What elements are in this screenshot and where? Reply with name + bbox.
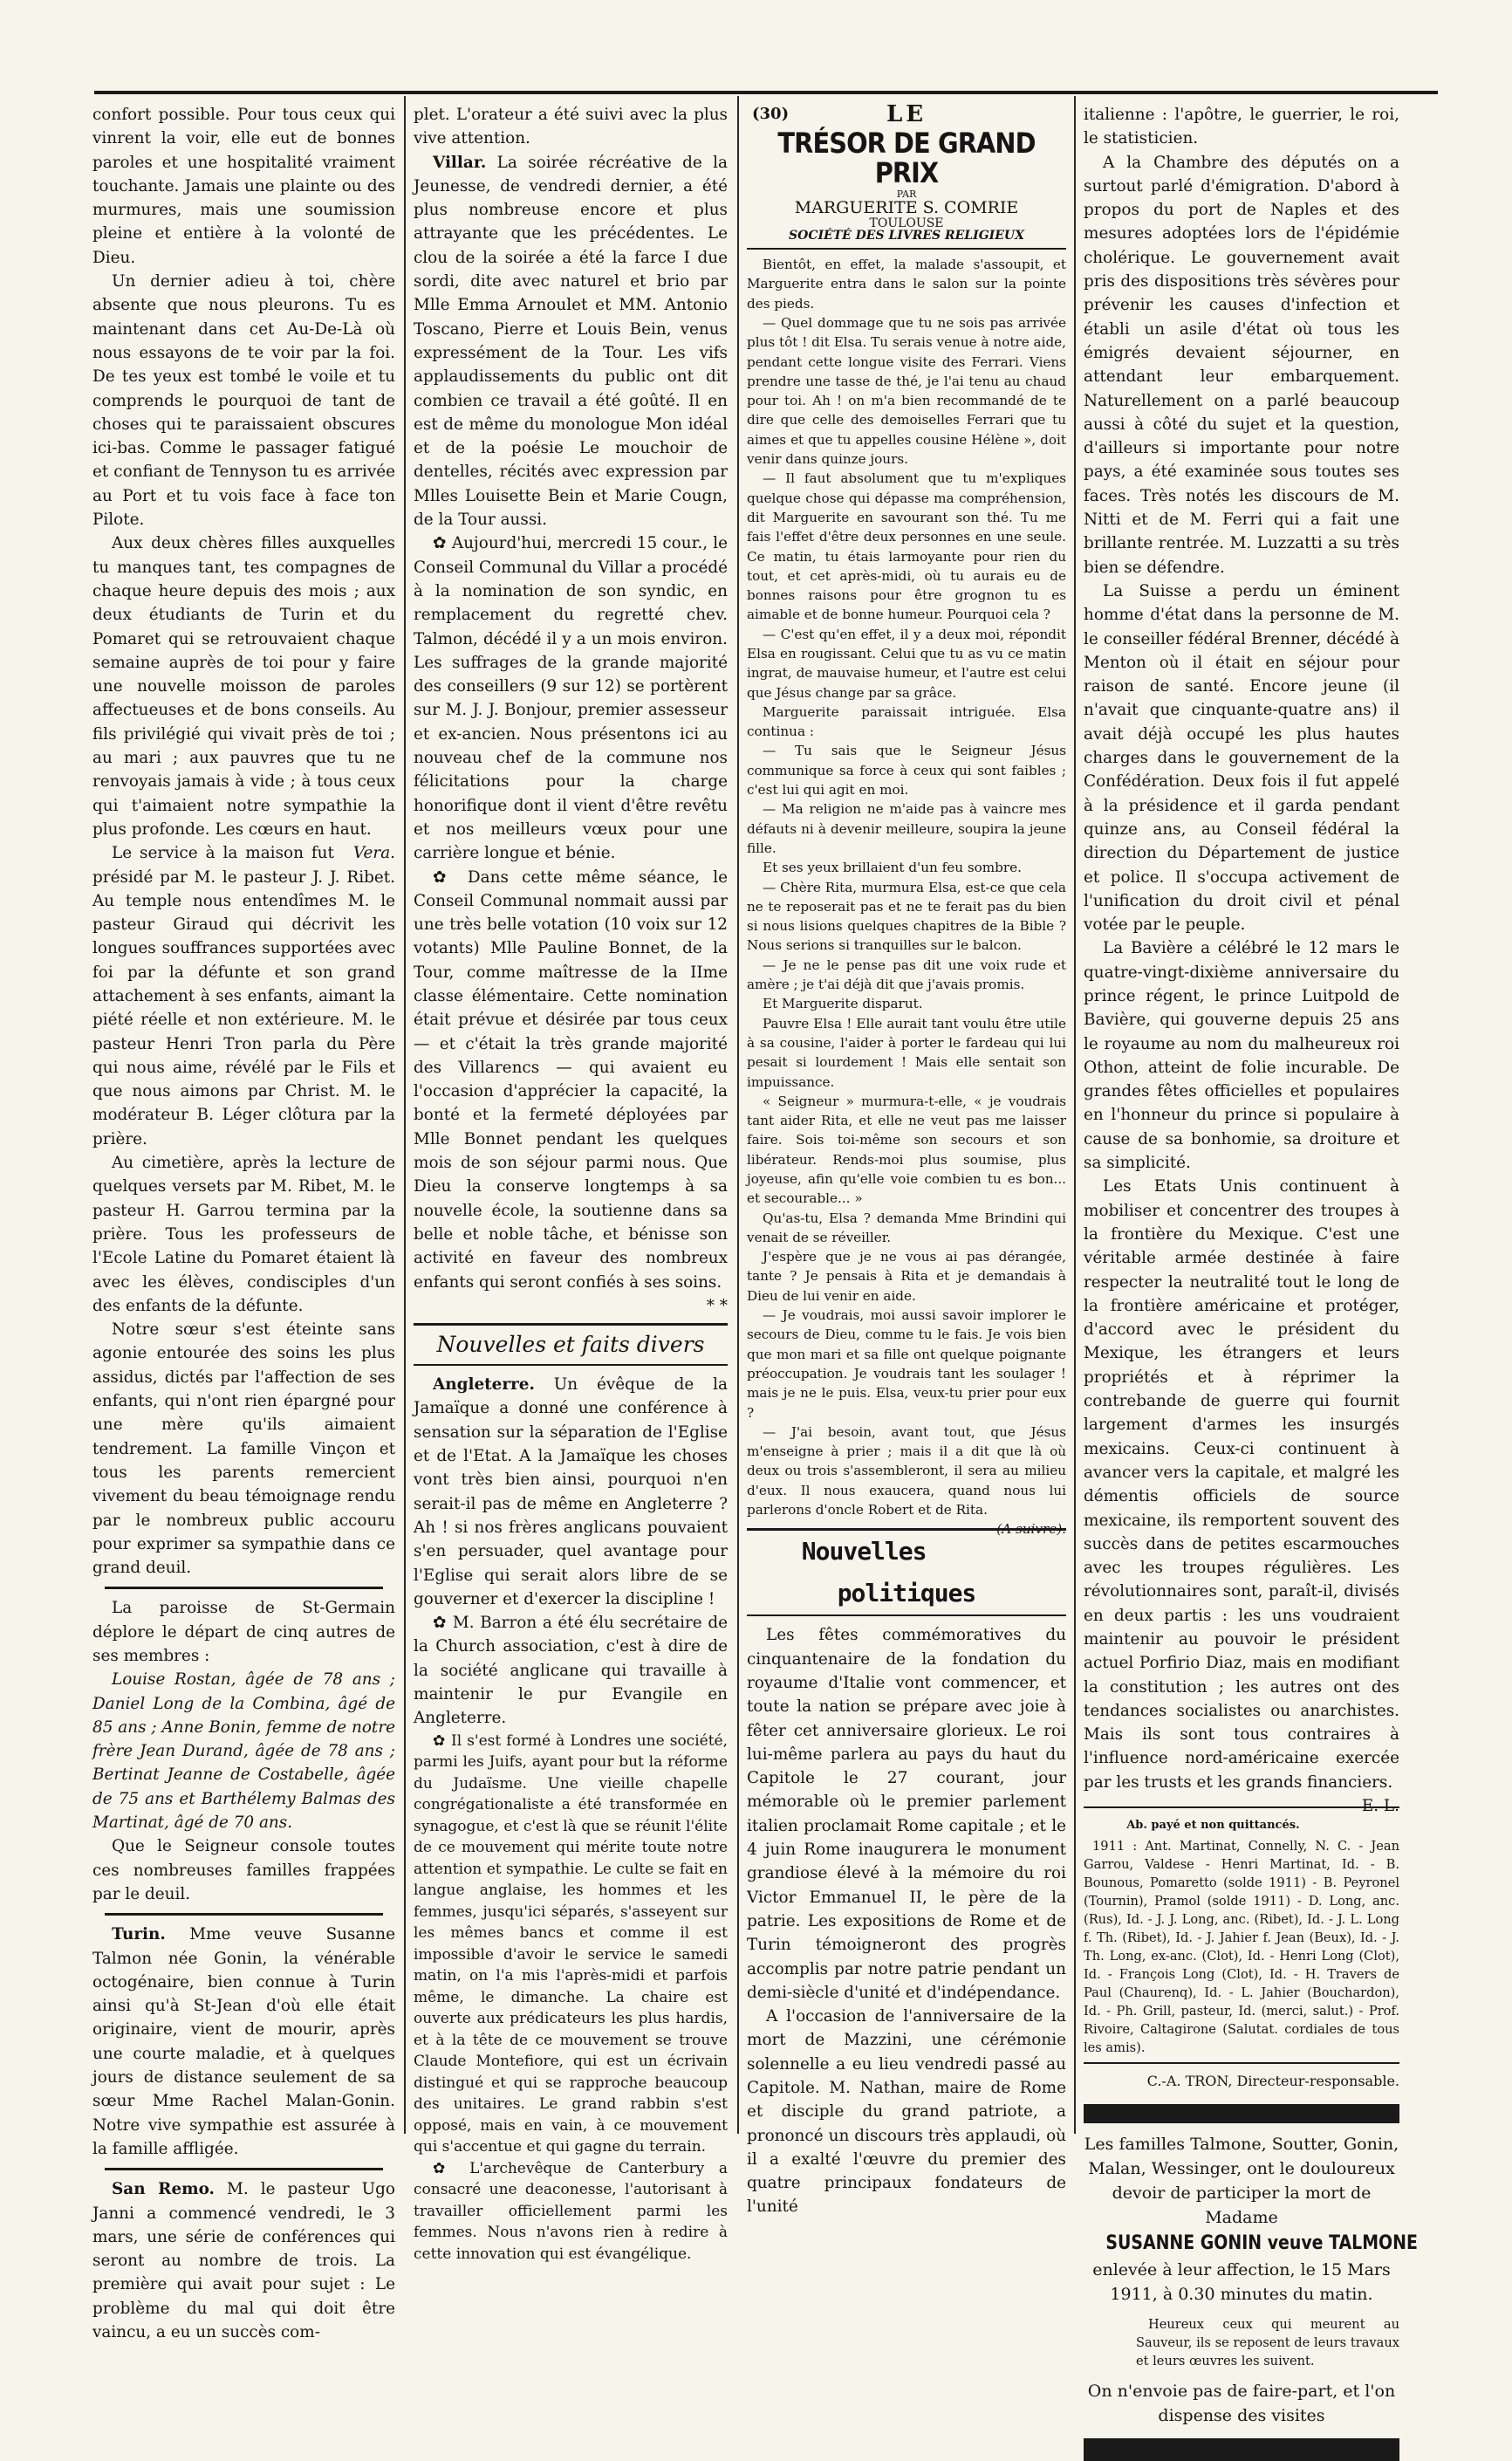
column-divider [1074, 96, 1076, 2134]
place-heading: Angleterre. [433, 1375, 535, 1395]
paragraph: J'espère que je ne vous ai pas dérangée, tante ? Je pensais à Rita et je demandais à Dieu de lui venir en aide. [747, 1249, 1066, 1304]
to-be-continued: (A suivre). [996, 1521, 1066, 1538]
flower-ornament-icon: ✿ [433, 1614, 448, 1633]
paragraph: — Il faut absolument que tu m'expliques quelque chose qui dépasse ma compréhension, dit Marguerite en savourant son thé. Tu me fais l'effet d'être deux personnes en une seule. Ce matin, tu étais larmoyante pour rien du tout, et cet après-midi, où tu aurais eu de bonnes raisons pour être grognon tu es aimable et de bonne humeur. Pourquoi cela ? [747, 470, 1066, 623]
paragraph: ✿ Il s'est formé à Londres une société, parmi les Juifs, ayant pour but la réforme du Judaïsme. Une vieille chapelle congrégationaliste a été transformée en synagogue, et c'est là que se réunit l'élite de ce mouvement qui mérite toute notre attention et sympathie. Le culte se fait en langue anglaise, les hommes et les femmes, jusqu'ici séparés, s'asseyent sur les mêmes bancs et comme il est impossible d'avoir le service le samedi matin, on l'a mis l'après-midi et parfois même, le dimanche. La chaire est ouverte aux prédicateurs les plus hardis, et à la tête de ce mouvement se trouve Claude Montefiore, qui est un écrivain distingué et qui se rapproche beaucoup des unitaires. Le grand rabbin s'est opposé, mais en vain, à ce mouvement qui s'accentue et qui gagne du terrain. [414, 1731, 729, 2156]
death-notice-footer: On n'envoie pas de faire-part, et l'on dispense des visites [1087, 2381, 1396, 2425]
paragraph: ✿ Aujourd'hui, mercredi 15 cour., le Conseil Communal du Villar a procédé à la nomination de son syndic, en remplacement du regretté chev. Talmon, décédé il y a un mois environ. Les suffrages de la grande majorité des conseillers (9 sur 12) se portèrent sur M. J. J. Bonjour, premier assesseur et ex-ancien. Nous présentons ici au nouveau chef de la commune nos félicitations pour la charge honorifique dont il vient d'être revêtu et nos meilleurs vœux pour une carrière longue et bénie. [414, 534, 728, 863]
signature: E. L. [1361, 1797, 1399, 1816]
paragraph: — Tu sais que le Seigneur Jésus communique sa force à ceux qui sont faibles ; c'est lui qui agit en moi. [747, 743, 1066, 799]
column-divider [404, 96, 406, 2134]
paragraph: — C'est qu'en effet, il y a deux moi, répondit Elsa en rougissant. Celui que tu as vu ce matin ingrat, de mauvaise humeur, et l'autre est celui que Jésus change par sa grâce. [747, 626, 1066, 701]
paragraph: A l'occasion de l'anniversaire de la mort de Mazzini, une cérémonie solennelle a eu lieu vendredi passé au Capitole. M. Nathan, maire de Rome et disciple du grand patriote, a prononcé un discours très applaudi, où il a exalté l'œuvre du premier des quatre principaux fondateurs de l'unité [747, 2007, 1066, 2217]
subscriptions-list: 1911 : Ant. Martinat, Connelly, N. C. - Jean Garrou, Valdese - Henri Martinat, Id. - B. Bounous, Pomaretto (solde 1911) - B. Peyronel (Tournin), Pramol (solde 1911) - D. Long, anc. (Rus), Id. - J. J. Long, anc. (Ribet), Id. - J. L. Long f. Th. (Ribet), Id. - J. Jahier f. Jean (Beux), Id. - J. Th. Long, ex-anc. (Clot), Id. - Henri Long (Clot), Id. - François Long (Clot), Id. - H. Travers de Paul (Chaurenq), Id. - L. Jahier (Bouchardon), Id. - Ph. Grill, pasteur, Id. (merci, salut.) - Prof. Rivoire, Caltagirone (Salutat. cordiales de tous les amis). [1084, 1839, 1399, 2056]
place-heading: Villar. [433, 153, 487, 172]
paragraph: — Quel dommage que tu ne sois pas arrivée plus tôt ! dit Elsa. Tu serais venue à notre aide, pendant cette longue visite des Ferrari. Viens prendre une tasse de thé, je l'ai tenu au chaud pour toi. Ah ! on m'a bien recommandé de te dire que celle des demoiselles Ferrari que tu aimes et que tu appelles cousine Hélène », doit venir dans quinze jours. [747, 314, 1066, 468]
feuilleton-title: TRÉSOR DE GRAND PRIX [777, 127, 1036, 189]
separator [747, 248, 1066, 250]
villar-paragraph: Villar. La soirée récréative de la Jeunesse, de vendredi dernier, a été plus nombreuse encore et plus attrayante que les précédentes. Le clou de la soirée a été la farce I due sordi, dite avec naturel et brio par Mlle Emma Arnoulet et MM. Antonio Toscano, Pierre et Louis Bein, venus expressément de la Tour. Les vifs applaudissements du public ont dit combien ce travail a été goûté. Il en est de même du monologue Mon idéal et de la poésie Le mouchoir de dentelles, récités avec expression par Mlles Louisette Bein et Marie Cougn, de la Tour aussi. [414, 153, 728, 530]
paragraph: Aux deux chères filles auxquelles tu manques tant, tes compagnes de chaque heure depuis des mois ; aux deux étudiants de Turin et du Pomaret qui se retrouvaient chaque semaine auprès de toi pour y faire une nouvelle moisson de paroles affectueuses et de bons conseils. Au fils privilégié qui vivait près de toi ; au mari ; aux pauvres que tu ne renvoyais jamais à vide ; à tous ceux qui t'aimaient notre sympathie la plus profonde. Les cœurs en haut. Vera. [92, 531, 395, 841]
death-notice-intro: Les familles Talmone, Soutter, Gonin, Malan, Wessinger, ont le douloureux devoir de participer la mort de Madame [1084, 2134, 1399, 2227]
angleterre-paragraph: Angleterre. Un évêque de la Jamaïque a donné une conférence à sensation sur la séparation de l'Eglise et de l'Etat. A la Jamaïque les choses vont très bien ainsi, pourquoi n'en serait-il pas de même en Angleterre ? Ah ! si nos frères anglicans pouvaient s'en persuader, quel avantage pour l'Eglise qui serait alors libre de se gouverner et d'exercer la discipline ! [414, 1375, 728, 1608]
paragraph: La Suisse a perdu un éminent homme d'état dans la personne de M. le conseiller fédéral Brenner, décédé à Menton où il était en séjour pour raison de santé. Encore jeune (il n'avait que cinquante-quatre ans) il avait déjà occupé les plus hautes charges dans le gouvernement de la Confédération. Deux fois il fut appelé à la présidence et il garda pendant quinze ans, au Conseil fédéral la direction du Département de justice et police. Il s'occupa activement de l'unification du droit civil et pénal votée par le peuple. [1084, 581, 1399, 935]
signature: Vera. [352, 844, 395, 863]
place-heading: San Remo. [112, 2180, 215, 2199]
stars: * * [706, 1296, 728, 1315]
installment-number: (30) [752, 105, 790, 123]
paragraph: Les Etats Unis continuent à mobiliser et concentrer des troupes à la frontière du Mexique. C'est une véritable armée destinée à faire respecter la neutralité tout le long de la frontière américaine et protéger, d'accord avec le président du Mexique, les étrangers et leurs propriétés et à réprimer la contrebande de guerre qui fournit largement d'armes les insurgés mexicains. Ceux-ci continuent à avancer vers la capitale, et malgré les démentis officiels de source mexicaine, ils remportent souvent des succès dans de petites escarmouches avec les troupes régulières. Les révolutionnaires sont, paraît-il, divisés en deux partis : les uns voudraient maintenir au pouvoir le président actuel Porfirio Diaz, mais en modifiant la constitution ; les autres ont des tendances socialistes ou anarchistes. Mais ils sont tous contraires à l'influence nord-américaine exercée par les trusts et les grands financiers. E. L. [1084, 1175, 1399, 1794]
column-1 [92, 103, 395, 2342]
paragraph: « Seigneur » murmura-t-elle, « je voudrais tant aider Rita, et elle ne veut pas me laisser faire. Sois toi-même son secours et son libérateur. Rends-moi plus soumise, plus joyeuse, afin qu'elle voie combien tu es bon... et secourable... » [747, 1093, 1066, 1207]
paragraph: Louise Rostan, âgée de 78 ans ; Daniel Long de la Combina, âgé de 85 ans ; Anne Bonin, femme de notre frère Jean Durand, âgée de 78 ans ; Bertinat Jeanne de Costabelle, âgée de 75 ans et Barthélemy Balmas des Martinat, âgé de 70 ans. [92, 1670, 395, 1833]
paragraph: Le service à la maison fut présidé par M. le pasteur J. J. Ribet. Au temple nous entendîmes M. le pasteur Giraud qui décrivit les longues souffrances supportées avec foi par la défunte et son grand attachement à ses enfants, aimant la piété réelle et non extérieure. M. le pasteur Henri Tron parla du Père qui nous aime, révélé par le Fils et que nous aimons par Christ. M. le modérateur B. Léger clôtura par la prière. [92, 844, 395, 1148]
paragraph: Bientôt, en effet, la malade s'assoupit, et Marguerite entra dans le salon sur la pointe des pieds. [747, 257, 1066, 312]
flower-ornament-icon: ✿ [433, 2159, 455, 2177]
separator [105, 1913, 383, 1916]
feuilleton-header [747, 103, 1066, 243]
bible-verse: Heureux ceux qui meurent au Sauveur, ils se reposent de leurs travaux et leurs œuvres les suivent. [1136, 2316, 1399, 2368]
paragraph: — Je voudrais, moi aussi savoir implorer le secours de Dieu, comme tu le fais. Je vois bien que mon mari et sa fille ont quelque poignante préoccupation. Je voudrais tant les soulager ! mais je ne le puis. Elsa, veux-tu prier pour eux ? [747, 1307, 1066, 1421]
column-2 [414, 103, 729, 2263]
section-heading: Nouvelles politiques [747, 1528, 1066, 1616]
author: MARGUERITE S. COMRIE [794, 197, 1019, 217]
sanremo-paragraph: San Remo. M. le pasteur Ugo Janni a commencé vendredi, le 3 mars, une série de conférences qui seront au nombre de trois. La première qui avait pour sujet : Le problème du mal qui doit être vaincu, a eu un succès com- [92, 2180, 395, 2342]
separator [105, 1587, 383, 1589]
flower-ornament-icon: ✿ [433, 1731, 446, 1750]
separator [1084, 2062, 1399, 2064]
publisher: SOCIÉTÉ DES LIVRES RELIGIEUX [789, 229, 1024, 243]
black-border-bottom [1084, 2438, 1399, 2461]
black-border-top [1084, 2104, 1399, 2123]
director-line: C.-A. TRON, Directeur-responsable. [1146, 2073, 1399, 2090]
flower-ornament-icon: ✿ [433, 867, 455, 887]
paragraph: A la Chambre des députés on a surtout parlé d'émigration. D'abord à propos du port de Naples et des mesures adoptées lors de l'épidémie cholérique. Le gouvernement avait pris des dispositions très sévères pour prévenir les causes d'infection et établi un asile d'état où tous les émigrés devaient séjourner, en attendant leur embarquement. Naturellement on a parlé beaucoup aussi à côté du sujet et la question, d'ailleurs si importante pour notre pays, a été examinée sous toutes ses faces. Très notés les discours de M. Nitti et de M. Ferri qui a fait une brillante rentrée. M. Luzzatti a su très bien se défendre. [1084, 153, 1399, 577]
turin-paragraph: Turin. Mme veuve Susanne Talmon née Gonin, la vénérable octogénaire, bien connue à Turin ainsi qu'à St-Jean d'où elle était originaire, vient de mourir, après une courte maladie, et à quelques jours de distance seulement de sa sœur Mme Rachel Malan-Gonin. Notre vive sympathie est assurée à la famille affligée. [92, 1925, 395, 2158]
feuilleton-text [747, 255, 1066, 1538]
column-4 [1084, 103, 1418, 2425]
paragraph: Et Marguerite disparut. [763, 996, 923, 1012]
flower-ornament-icon: ✿ [433, 534, 447, 553]
column-3 [747, 101, 1066, 2217]
paragraph: — Chère Rita, murmura Elsa, est-ce que cela ne te reposerait pas et ne te ferait pas du bien si nous lisions quelques chapitres de la Bible ? Nous serions si tranquilles sur le balcon. [747, 879, 1066, 954]
paragraph: Que le Seigneur console toutes ces nombreuses familles frappées par le deuil. [92, 1837, 395, 1903]
paragraph: confort possible. Pour tous ceux qui vinrent la voir, elle eut de bonnes paroles et une hospitalité vraiment touchante. Jamais une plainte ou des murmures, mais une soumission pleine et entière à la volonté de Dieu. [92, 106, 395, 267]
paragraph: Les fêtes commémoratives du cinquantenaire de la fondation du royaume d'Italie vont commencer, et toute la nation se prépare avec joie à fêter cet anniversaire glorieux. Le roi lui-même parlera au pays du haut du Capitole le 27 courant, jour mémorable où le premier parlement italien proclamait Rome capitale ; et le 4 juin Rome inaugurera le monument grandiose élevé à la mémoire du roi Victor Emmanuel II, le père de la patrie. Les expositions de Rome et de Turin témoigneront des progrès accomplis par notre patrie pendant un demi-siècle d'unité et d'indépendance. [747, 1626, 1066, 2002]
paragraph: — J'ai besoin, avant tout, que Jésus m'enseigne à prier ; mais il a dit que là où deux ou trois s'assembleront, il sera au milieu d'eux. Il nous exaucera, quand nous lui parlerons d'oncle Robert et de Rita. (A suivre). [747, 1422, 1066, 1519]
paragraph: italienne : l'apôtre, le guerrier, le roi, le statisticien. [1084, 106, 1399, 148]
separator [105, 2168, 383, 2170]
paragraph: plet. L'orateur a été suivi avec la plus vive attention. [414, 106, 728, 148]
city: TOULOUSE [869, 216, 944, 230]
column-divider [737, 96, 739, 2134]
paragraph: ✿ M. Barron a été élu secrétaire de la Church association, c'est à dire de la société anglicane qui travaille à maintenir le pur Evangile en Angleterre. [414, 1614, 728, 1728]
paragraph: ✿ Dans cette même séance, le Conseil Communal nommait aussi par une très belle votation (10 voix sur 12 votants) Mlle Pauline Bonnet, de la Tour, comme maîtresse de la IIme classe élémentaire. Cette nomination était prévue et désirée par tous ceux — et c'était la très grande majorité des Villarencs — qui avaient eu l'occasion d'apprécier la capacité, la bonté et la fermeté déployées par Mlle Bonnet pendant les quelques mois de son séjour parmi nous. Que Dieu la conserve longtemps à sa nouvelle école, la soutienne dans sa belle et noble tâche, et bénisse son activité en faveur des nombreux enfants qui seront confiés à ses soins. [414, 867, 728, 1292]
by-label: PAR [896, 189, 917, 201]
top-rule [94, 91, 1438, 94]
paragraph: Notre sœur s'est éteinte sans agonie entourée des soins les plus assidus, dictés par l'affection de ses enfants, qui n'ont rien épargné pour une mère qu'ils aimaient tendrement. La famille Vinçon et tous les parents remercient vivement du beau témoignage rendu par le nombreux public accouru pour exprimer sa sympathie dans ce grand deuil. [92, 1320, 395, 1578]
paragraph: Qu'as-tu, Elsa ? demanda Mme Brindini qui venait de se réveiller. [747, 1210, 1066, 1245]
paragraph: ✿ L'archevêque de Canterbury a consacré une deaconesse, l'autorisant à travailler officiellement parmi les femmes. Nous n'avons rien à redire à cette innovation qui est évangélique. [414, 2159, 729, 2263]
paragraph: La Bavière a célébré le 12 mars le quatre-vingt-dixième anniversaire du prince régent, le prince Luitpold de Bavière, qui gouverne depuis 25 ans le royaume au nom du malheureux roi Othon, atteint de folie incurable. De grandes fêtes officielles et populaires en l'honneur du prince si populaire à cause de sa bonhomie, sa droiture et sa simplicité. [1084, 939, 1399, 1173]
paragraph: Un dernier adieu à toi, chère absente que nous pleurons. Tu es maintenant dans cet Au-De-Là où nous essayons de te voir par la foi. De tes yeux est tombé le voile et tu comprends le pourquoi de tant de choses qui te paraissaient obscures ici-bas. Comme le passager fatigué et confiant de Tennyson tu es arrivée au Port et tu vois face à face ton Pilote. [92, 272, 395, 530]
paragraph: Et ses yeux brillaient d'un feu sombre. [763, 860, 1022, 876]
section-heading: Nouvelles et faits divers [414, 1323, 728, 1366]
deceased-name: SUSANNE GONIN veuve TALMONE [1105, 2231, 1418, 2254]
paragraph: Pauvre Elsa ! Elle aurait tant voulu être utile à sa cousine, l'aider à porter le fardeau qui lui pesait si lourdement ! Mais elle sentait son impuissance. [747, 1015, 1066, 1090]
paragraph: La paroisse de St-Germain déplore le départ de cinq autres de ses membres : [92, 1599, 395, 1665]
paragraph: Au cimetière, après la lecture de quelques versets par M. Ribet, M. le pasteur H. Garrou termina par la prière. Tous les professeurs de l'Ecole Latine du Pomaret étaient là avec les élèves, condisciples d'un des enfants de la défunte. [92, 1154, 395, 1315]
title-article: LE [886, 101, 927, 127]
death-notice-date: enlevée à leur affection, le 15 Mars 1911, à 0.30 minutes du matin. [1092, 2259, 1391, 2304]
place-heading: Turin. [112, 1925, 166, 1944]
subscriptions-heading: Ab. payé et non quittancés. [1126, 1819, 1300, 1833]
paragraph: — Je ne le pense pas dit une voix rude et amère ; je t'ai déjà dit que j'avais promis. [747, 956, 1066, 993]
paragraph: Marguerite paraissait intriguée. Elsa continua : [747, 703, 1066, 740]
paragraph: — Ma religion ne m'aide pas à vaincre mes défauts ni à devenir meilleure, soupira la jeune fille. [747, 801, 1066, 856]
